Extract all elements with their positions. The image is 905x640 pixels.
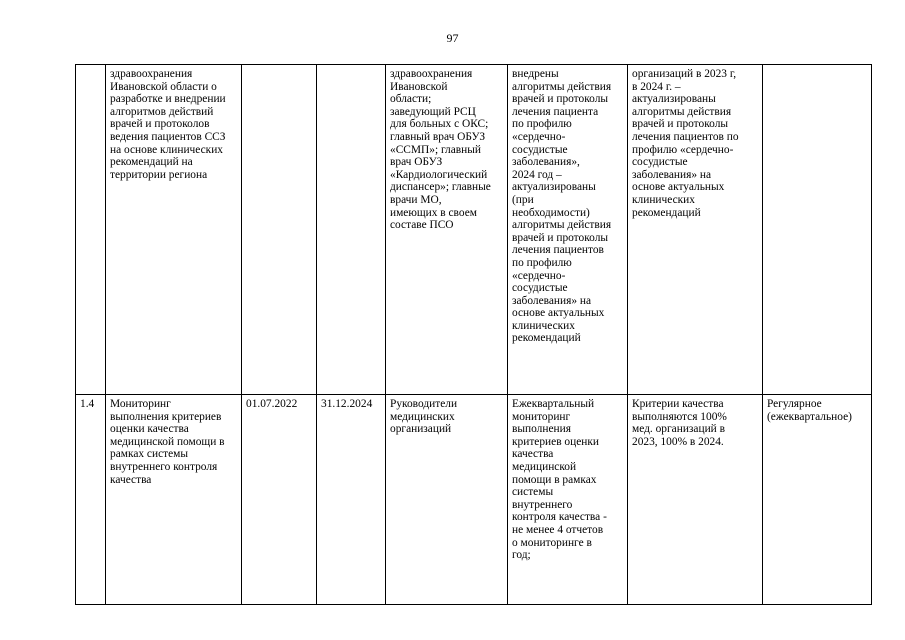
text-line: здравоохранения: [390, 68, 473, 80]
text-line: алгоритмы действия: [512, 219, 612, 232]
text-line: качества: [512, 448, 554, 461]
text-line: (при: [512, 193, 534, 206]
text-line: необходимости): [512, 206, 590, 219]
text-line: алгоритмов действий: [110, 105, 214, 118]
responsible-cell: [386, 395, 508, 605]
result-text: [512, 68, 625, 345]
text-line: сосудистые: [512, 143, 568, 156]
row-number-cell: [76, 65, 106, 395]
text-line: медицинских: [390, 410, 455, 423]
event-cell: [106, 65, 242, 395]
text-line: заболевания» на: [632, 168, 712, 181]
frequency-cell: [763, 395, 872, 605]
text-line: заведующий РСЦ: [390, 105, 476, 118]
text-line: 2023, 100% в 2024.: [632, 435, 724, 448]
text-line: выполнения: [512, 423, 571, 436]
text-line: заболевания» на: [512, 294, 592, 307]
text-line: организаций: [390, 423, 452, 436]
responsible-text: [390, 68, 505, 232]
text-line: заболевания»,: [512, 156, 580, 169]
text-line: год;: [512, 549, 531, 562]
event-text: [110, 398, 239, 486]
frequency-cell: [763, 65, 872, 395]
text-line: о мониторинге в: [512, 536, 592, 549]
text-line: главный врач ОБУЗ: [390, 130, 486, 143]
result-text: [512, 398, 625, 562]
text-line: алгоритмы действия: [512, 80, 612, 93]
text-line: внутреннего: [512, 498, 573, 511]
text-line: рекомендаций: [512, 332, 581, 345]
text-line: территории региона: [110, 168, 208, 181]
text-line: «ССМП»; главный: [390, 143, 482, 156]
indicator-text: [632, 398, 760, 448]
table-row-continuation: [76, 65, 872, 395]
text-line: Ивановской: [390, 80, 448, 93]
text-line: 2024 год –: [512, 168, 562, 181]
text-line: выполнения критериев: [110, 410, 222, 423]
indicator-cell: [628, 395, 763, 605]
text-line: мониторинг: [512, 410, 571, 423]
row-number: 1.4: [80, 398, 95, 410]
text-line: в 2024 г. –: [632, 80, 681, 93]
text-line: актуализированы: [632, 93, 716, 106]
text-line: алгоритмы действия: [632, 105, 732, 118]
text-line: лечения пациентов: [512, 244, 604, 257]
text-line: Критерии качества: [632, 398, 724, 410]
text-line: Регулярное: [767, 398, 822, 410]
text-line: клинических: [632, 193, 695, 206]
indicator-cell: [628, 65, 763, 395]
start-date-cell: [242, 65, 317, 395]
text-line: врач ОБУЗ: [390, 156, 443, 169]
text-line: диспансер»; главные: [390, 181, 491, 194]
text-line: «сердечно-: [512, 130, 566, 143]
text-line: Мониторинг: [110, 398, 171, 410]
text-line: лечения пациентов по: [632, 130, 739, 143]
responsible-text: [390, 398, 505, 436]
text-line: на основе клинических: [110, 143, 223, 156]
end-date-cell: [317, 395, 386, 605]
text-line: составе ПСО: [390, 219, 454, 232]
text-line: организаций в 2023 г,: [632, 68, 737, 80]
text-line: врачей и протоколы: [512, 93, 609, 106]
text-line: медицинской помощи в: [110, 435, 225, 448]
start-date: 01.07.2022: [246, 398, 298, 410]
text-line: «Кардиологический: [390, 168, 488, 181]
text-line: лечения пациента: [512, 105, 599, 118]
text-line: актуализированы: [512, 181, 596, 194]
event-text: [110, 68, 239, 181]
text-line: ведения пациентов ССЗ: [110, 130, 226, 143]
text-line: Руководители: [390, 398, 458, 410]
text-line: для больных с ОКС;: [390, 118, 489, 131]
text-line: основе актуальных: [632, 181, 725, 194]
end-date-cell: [317, 65, 386, 395]
text-line: Ивановской области о: [110, 80, 217, 93]
text-line: медицинской: [512, 460, 577, 473]
text-line: врачей и протоколов: [110, 118, 210, 131]
responsible-cell: [386, 65, 508, 395]
text-line: оценки качества: [110, 423, 189, 436]
text-line: клинических: [512, 319, 575, 332]
text-line: врачей и протоколы: [512, 231, 609, 244]
text-line: помощи в рамках: [512, 473, 597, 486]
text-line: области;: [390, 93, 432, 106]
text-line: внутреннего контроля: [110, 460, 218, 473]
text-line: по профилю: [512, 118, 572, 131]
text-line: основе актуальных: [512, 307, 605, 320]
page-number: 97: [446, 31, 459, 45]
end-date: 31.12.2024: [321, 398, 373, 410]
table-row-1-4: [76, 395, 872, 605]
text-line: контроля качества -: [512, 511, 607, 524]
text-line: не менее 4 отчетов: [512, 523, 604, 536]
text-line: сосудистые: [512, 282, 568, 295]
text-line: сосудистые: [632, 156, 688, 169]
text-line: системы: [512, 486, 554, 499]
result-cell: [508, 395, 628, 605]
text-line: внедрены: [512, 68, 559, 80]
text-line: врачей и протоколы: [632, 118, 729, 131]
text-line: рекомендаций: [632, 206, 701, 219]
text-line: имеющих в своем: [390, 206, 477, 219]
event-cell: [106, 395, 242, 605]
row-number-cell: [76, 395, 106, 605]
indicator-text: [632, 68, 760, 219]
text-line: рамках системы: [110, 448, 189, 461]
text-line: Ежеквартальный: [512, 398, 595, 410]
result-cell: [508, 65, 628, 395]
plan-table: [75, 64, 872, 605]
text-line: «сердечно-: [512, 269, 566, 282]
text-line: рекомендаций на: [110, 156, 193, 169]
text-line: разработке и внедрении: [110, 93, 226, 106]
text-line: мед. организаций в: [632, 423, 725, 436]
start-date-cell: [242, 395, 317, 605]
text-line: профилю «сердечно-: [632, 143, 734, 156]
text-line: по профилю: [512, 256, 572, 269]
frequency-text: [767, 398, 869, 423]
text-line: здравоохранения: [110, 68, 193, 80]
text-line: выполняются 100%: [632, 410, 727, 423]
text-line: качества: [110, 473, 152, 486]
text-line: (ежеквартальное): [767, 410, 852, 423]
text-line: врачи МО,: [390, 193, 442, 206]
text-line: критериев оценки: [512, 435, 600, 448]
